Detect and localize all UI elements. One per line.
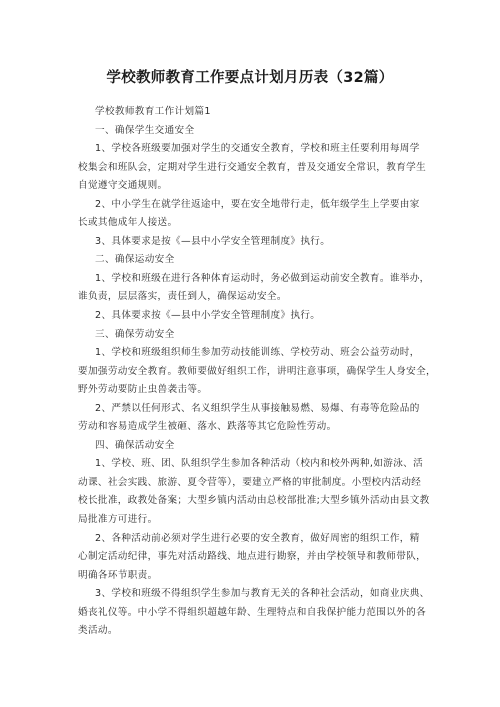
text-line: 类活动。 [78,625,118,637]
text-line: 学校教师教育工作计划篇1 [95,106,211,117]
text-line: 明确各环节职责。 [78,569,158,581]
text-line: 劳动和容易造成学生被砸、落水、跌落等其它危险性劳动。 [78,421,337,433]
text-line: 三、确保劳动安全 [95,328,175,340]
text-line: 3、学校和班级不得组织学生参加与教育无关的各种社会活动，如商业庆典、 [95,588,430,600]
text-line: 婚丧礼仪等。中小学不得组织超越年龄、生理特点和自我保护能力范围以外的各 [78,606,427,618]
text-line: 四、确保活动安全 [95,439,175,451]
text-line: 自觉遵守交通规则。 [78,180,168,192]
text-line: 一、确保学生交通安全 [95,124,195,136]
text-line: 1、学校、班、团、队组织学生参加各种活动（校内和校外两种,如游泳、活 [95,458,424,470]
text-line: 校集会和班队会，定期对学生进行交通安全教育，普及交通安全常识，教育学生 [78,161,427,173]
text-line: 野外劳动要防止虫兽袭击等。 [78,384,208,396]
text-line: 1、学校和班级在进行各种体育运动时，务必做到运动前安全教育。谁举办， [95,272,430,284]
text-line: 局批准方可进行。 [78,514,158,526]
document-body [78,103,436,641]
text-line: 1、学校各班级要加强对学生的交通安全教育，学校和班主任要利用每周学 [95,143,420,155]
text-line: 1、学校和班级组织师生参加劳动技能训练、学校劳动、班会公益劳动时， [95,347,420,359]
text-line: 2、各种活动前必须对学生进行必要的安全教育，做好周密的组织工作，精 [95,532,420,544]
text-line: 2、严禁以任何形式、名义组织学生从事接触易燃、易爆、有毒等危险品的 [95,402,420,414]
text-line: 校长批准，政教处备案；大型乡镇内活动由总校部批准;大型乡镇外活动由县文教 [78,495,430,507]
text-line: 长或其他成年人接送。 [78,217,178,229]
text-line: 3、具体要求是按《—县中小学安全管理制度》执行。 [95,235,331,247]
text-line: 心制定活动纪律，事先对活动路线、地点进行勘察，并由学校领导和教师带队， [78,551,427,563]
text-line: 2、具体要求按《—县中小学安全管理制度》执行。 [95,310,321,322]
text-line: 2、中小学生在就学往返途中，要在安全地带行走，低年级学生上学要由家 [95,198,420,210]
text-line: 动课、社会实践、旅游、夏令营等），要建立严格的审批制度。小型校内活动经 [78,476,422,488]
text-line: 谁负责，层层落实，责任到人，确保运动安全。 [78,291,287,303]
text-line: 二、确保运动安全 [95,254,175,266]
text-line: 要加强劳动安全教育。教师要做好组织工作，讲明注意事项，确保学生人身安全， [78,365,436,377]
document-title: 学校教师教育工作要点计划月历表（32篇） [106,70,394,86]
